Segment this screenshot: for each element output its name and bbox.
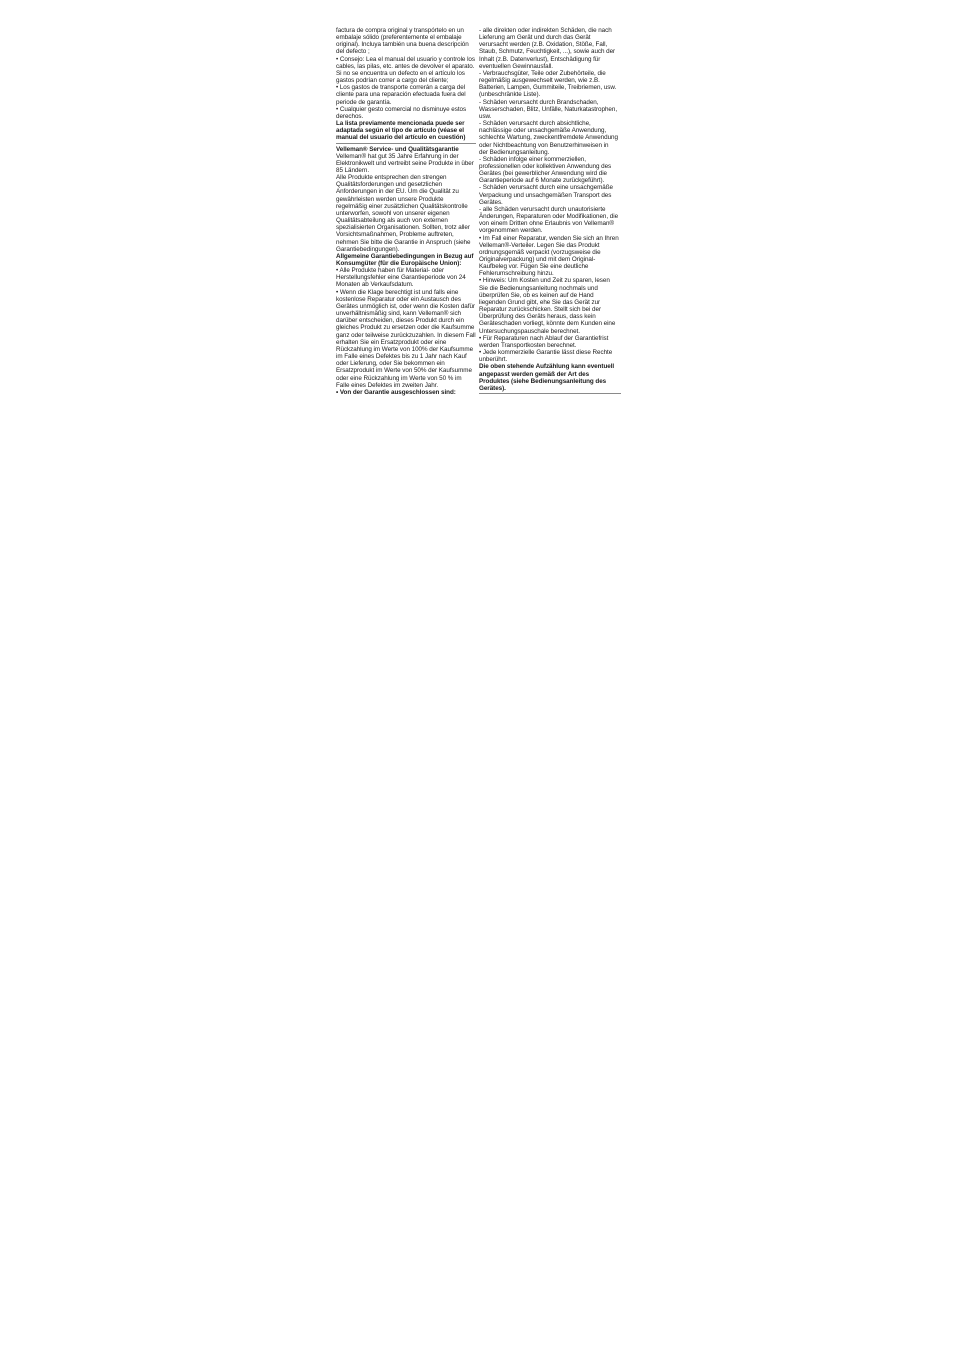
de-costs-paragraph: • Für Reparaturen nach Ablauf der Garantiefrist werden Transportkosten berechnet.	[479, 334, 609, 349]
de-excluded-item-1: - alle direkten oder indirekten Schäden, die nach Lieferung am Gerät und durch das Gerät verursacht werden (z.B. Oxidation, Stöße, Fall, Staub, Schmutz, Feuchtigkeit, ...), sowie auch der Inhalt (z.B. Datenverlust), Entschädigung für eventuellen Gewinnausfall.	[479, 27, 616, 70]
left-column	[336, 27, 476, 396]
de-excluded-item-2: - Verbrauchsgüter, Teile oder Zubehörteile, die regelmäßig ausgewechselt werden, wie z.B. Batterien, Lampen, Gummiteile, Treibriemen, usw. (unbeschränkte Liste).	[479, 69, 617, 99]
de-heading: Velleman® Service- und Qualitätsgarantie	[336, 145, 459, 153]
de-excluded-item-6: - Schäden verursacht durch eine unsachgemäße Verpackung und unsachgemäßen Transport des Gerätes.	[479, 184, 613, 206]
de-intro-1: Velleman® hat gut 35 Jahre Erfahrung in der Elektronikwelt und vertreibt seine Produkte in über 85 Ländern.	[336, 152, 474, 174]
es-paragraph-2: • Consejo: Lea el manual del usuario y controle los cables, las pilas, etc. antes de devolver el aparato. Si no se encuentra un defecto en el artículo los gastos podrían correr a cargo del cliente;	[336, 55, 475, 85]
de-intro-2: Alle Produkte entsprechen den strengen Qualitätsforderungen und gesetzlichen Anforderungen in der EU. Um die Qualität zu gewährleisten werden unsere Produkte regelmäßig einer zusätzlichen Qualitätskontrolle unterworfen, sowohl von unserer eigenen Qualitätsabteilung als auch von externen spezialisierten Organisationen. Sollten, trotz aller Vorsichtsmaßnahmen, Probleme auftreten, nehmen Sie bitte die Garantie in Anspruch (siehe Garantiebedingungen).	[336, 174, 471, 253]
right-column	[479, 27, 619, 394]
de-excluded-item-3: - Schäden verursacht durch Brandschaden, Wasserschaden, Blitz, Unfälle, Naturkatastrophen, usw.	[479, 98, 618, 120]
es-paragraph-1: factura de compra original y transpórtelo en un embalaje sólido (preferentemente el embalaje original). Incluya también una buena descripción del defecto ;	[336, 27, 469, 56]
de-condition-1: • Alle Produkte haben für Material- oder Herstellungsfehler eine Garantieperiode von 24 Monaten ab Verkaufsdatum.	[336, 267, 466, 289]
de-excluded-item-5: - Schäden infolge einer kommerziellen, professionellen oder kollektiven Anwendung des Gerätes (bei gewerblicher Anwendung wird die Garantieperiode auf 6 Monate zurückgeführt).	[479, 155, 612, 185]
de-hint-paragraph: • Hinweis: Um Kosten und Zeit zu sparen, lesen Sie die Bedienungsanleitung nochmals und überprüfen Sie, ob es keinen auf de Hand liegenden Grund gibt, ehe Sie das Gerät zur Reparatur zurückschicken. Stellt sich bei der Überprüfung des Geräts heraus, dass kein Geräteschaden vorliegt, könnte dem Kunden eine Untersuchungspauschale berechnet.	[479, 277, 616, 335]
de-excluded-heading: • Von der Garantie ausgeschlossen sind:	[336, 388, 456, 396]
es-paragraph-3: • Los gastos de transporte correrán a carga del cliente para una reparación efectuada fuera del periode de garantía.	[336, 84, 466, 106]
de-conditions-heading: Allgemeine Garantiebedingungen in Bezug auf Konsumgüter (für die Europäische Union):	[336, 252, 474, 267]
de-commercial-paragraph: • Jede kommerzielle Garantie lässt diese Rechte unberührt.	[479, 349, 613, 364]
section-divider	[336, 143, 476, 144]
de-note: Die oben stehende Aufzählung kann eventuell angepasst werden gemäß der Art des Produktes (siehe Bedienungsanleitung des Gerätes).	[479, 363, 615, 392]
de-excluded-item-4: - Schäden verursacht durch absichtliche, nachlässige oder unsachgemäße Anwendung, schlechte Wartung, zweckentfremdete Anwendung oder Nichtbeachtung von Benutzerhinweisen in der Bedienungsanleitung.	[479, 120, 618, 156]
es-paragraph-4: • Cualquier gesto comercial no disminuye estos derechos.	[336, 105, 467, 120]
de-condition-2: • Wenn die Klage berechtigt ist und falls eine kostenlose Reparatur oder ein Austausch des Gerätes unmöglich ist, oder wenn die Kosten dafür unverhältnismäßig sind, kann Velleman® sich darüber entscheiden, dieses Produkt durch ein gleiches Produkt zu ersetzen oder die Kaufsumme ganz oder teilweise zurückzuzahlen. In diesem Fall erhalten Sie ein Ersatzprodukt oder eine Rückzahlung im Werte von 100% der Kaufsumme im Falle eines Defektes bis zu 1 Jahr nach Kauf oder Lieferung, oder Sie bekommen ein Ersatzprodukt im Werte von 50% der Kaufsumme oder eine Rückzahlung im Werte von 50 % im Falle eines Defektes im zweiten Jahr.	[336, 288, 476, 389]
de-repair-paragraph: • Im Fall einer Reparatur, wenden Sie sich an Ihren Velleman®-Verteiler. Legen Sie das Produkt ordnungsgemäß verpackt (vorzugsweise die Originalverpackung) und mit dem Original-Kaufbeleg vor. Fügen Sie eine deutliche Fehlerumschreibung hinzu.	[479, 234, 619, 278]
es-note: La lista previamente mencionada puede ser adaptada según el tipo de artículo (véase el manual del usuario del artículo en cuestión)	[336, 120, 466, 142]
de-excluded-item-7: - alle Schäden verursacht durch unautorisierte Änderungen, Reparaturen oder Modifikationen, die von einem Dritten ohne Erlaubnis von Velleman® vorgenommen werden.	[479, 205, 619, 235]
bottom-divider	[479, 393, 621, 394]
